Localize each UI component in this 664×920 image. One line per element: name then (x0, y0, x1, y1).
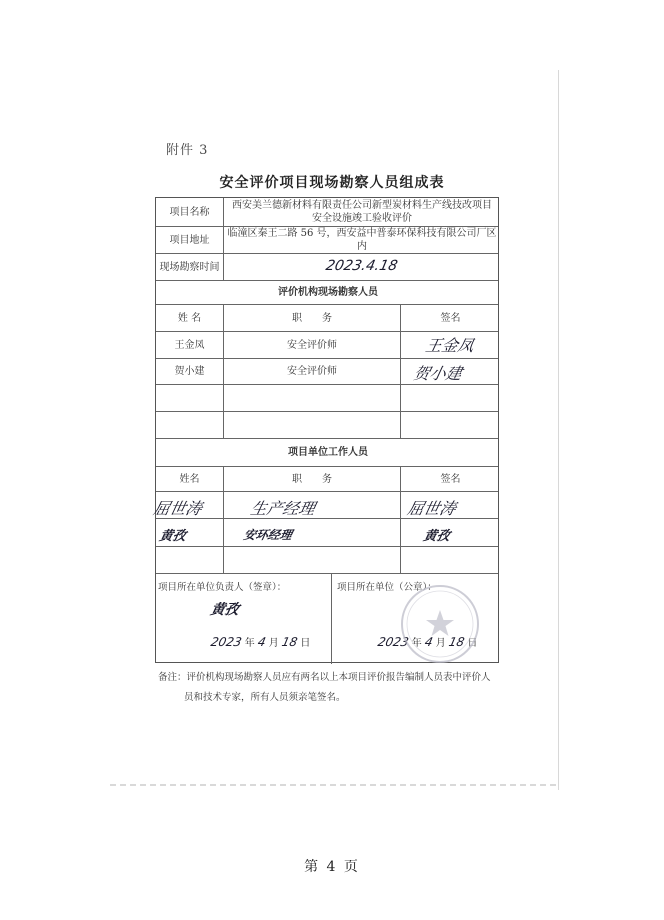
responsible-person-label: 项目所在单位负责人（签章）： (158, 581, 287, 593)
eval-row-signature: 王金凤 (423, 336, 476, 355)
unit-seal-label: 项目所在单位（公章）： (337, 581, 437, 593)
eval-col-position: 职 务 (292, 312, 332, 324)
project-name-line2: 安全设施竣工验收评价 (312, 213, 412, 224)
survey-time-handwritten: 2023.4.18 (324, 258, 399, 274)
eval-row-position: 安全评价师 (287, 366, 337, 377)
project-name-label: 项目名称 (169, 206, 210, 218)
responsible-date (211, 634, 310, 649)
survey-time-label: 现场勘察时间 (159, 261, 220, 273)
unit-col-position: 职 务 (292, 473, 332, 485)
date-day-unit: 日 (300, 638, 311, 649)
date-month: 4 (256, 635, 268, 649)
eval-row-name: 王金凤 (174, 339, 205, 351)
attachment-label: 附件 3 (166, 143, 209, 158)
unit-row-name-handwritten: 黄孜 (157, 529, 188, 544)
date-day: 18 (447, 635, 466, 649)
scan-artifact-line (110, 784, 560, 786)
date-day-unit: 日 (467, 638, 478, 649)
unit-row-name-handwritten: 屈世涛 (151, 499, 204, 518)
date-month-unit: 月 (435, 638, 446, 649)
unit-row-position-handwritten: 生产经理 (248, 499, 317, 518)
date-month: 4 (423, 635, 435, 649)
responsible-person-signature: 黄孜 (209, 602, 241, 618)
eval-row-name: 贺小建 (174, 366, 205, 377)
remarks-note (158, 668, 498, 708)
unit-col-signature: 签名 (440, 473, 461, 485)
eval-col-name: 姓 名 (177, 312, 202, 324)
date-month-unit: 月 (268, 638, 279, 649)
project-name-line1: 西安美兰德新材料有限责任公司新型炭材料生产线技改项目 (232, 200, 492, 211)
project-address-label: 项目地址 (169, 234, 210, 246)
unit-row-position-handwritten: 安环经理 (242, 528, 294, 542)
eval-row-signature: 贺小建 (411, 364, 464, 383)
eval-row-position: 安全评价师 (287, 339, 337, 351)
document-title: 安全评价项目现场勘察人员组成表 (219, 175, 445, 191)
project-name-value (224, 198, 500, 226)
date-day: 18 (280, 635, 299, 649)
unit-row-signature: 屈世涛 (405, 499, 458, 518)
eval-section-heading: 评价机构现场勘察人员 (278, 287, 378, 298)
unit-section-heading: 项目单位工作人员 (288, 447, 368, 458)
date-year: 2023 (376, 635, 411, 649)
eval-col-signature: 签名 (440, 312, 461, 324)
date-year-unit: 年 (244, 638, 255, 649)
remarks-line1: 备注：评价机构现场勘察人员应有两名以上本项目评价报告编制人员表中评价人 (158, 672, 491, 683)
project-address-value: 临潼区秦王二路 56 号，西安益中普泰环保科技有限公司厂区内 (227, 228, 497, 252)
remarks-line2: 员和技术专家，所有人员须亲笔签名。 (184, 692, 346, 703)
unit-col-name: 姓名 (179, 473, 200, 485)
date-year: 2023 (209, 635, 244, 649)
official-seal-stamp (398, 582, 482, 666)
date-year-unit: 年 (411, 638, 422, 649)
page-number: 第 4 页 (304, 859, 360, 875)
unit-row-signature: 黄孜 (421, 529, 452, 544)
